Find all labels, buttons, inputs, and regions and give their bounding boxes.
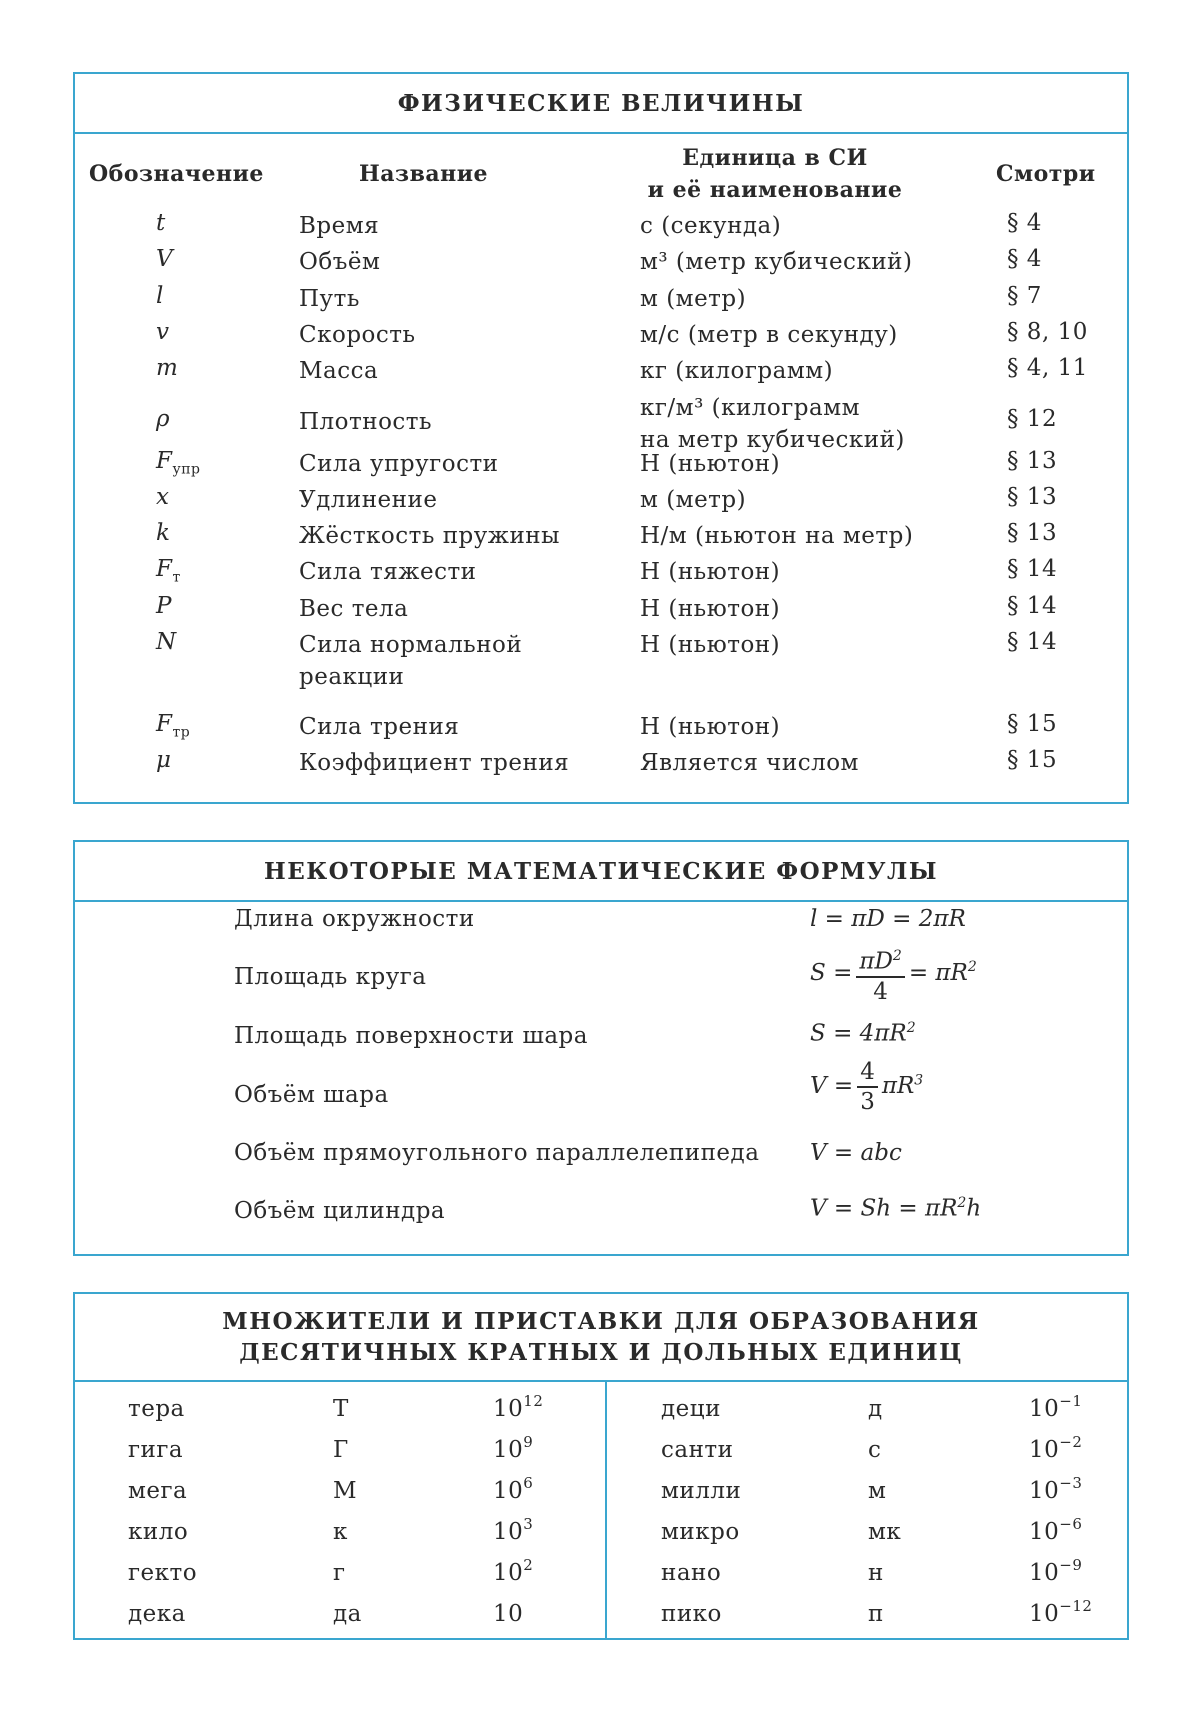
multiplier-exponent: −3 bbox=[1059, 1474, 1082, 1492]
prefix-name: милли bbox=[661, 1478, 741, 1504]
prefix-multiplier bbox=[493, 1437, 533, 1463]
row-name-line1: Удлинение bbox=[299, 484, 437, 516]
formula-circle-area: S = πD2 4 = πR2 bbox=[810, 942, 977, 1006]
row-name-line1: Сила тяжести bbox=[299, 556, 477, 588]
row-see: § 13 bbox=[1007, 484, 1057, 510]
prefix-multiplier bbox=[493, 1560, 533, 1586]
row-symbol bbox=[156, 593, 172, 619]
row-unit-line1: м/с (метр в секунду) bbox=[640, 319, 898, 351]
row-see: § 14 bbox=[1007, 556, 1057, 582]
row-see: § 14 bbox=[1007, 629, 1057, 655]
row-symbol bbox=[156, 355, 178, 381]
symbol-value: x bbox=[156, 484, 169, 510]
multiplier-base: 10 bbox=[1029, 1396, 1059, 1422]
prefix-abbr: д bbox=[868, 1396, 883, 1422]
prefix-abbr: г bbox=[333, 1560, 346, 1586]
row-see: § 14 bbox=[1007, 593, 1057, 619]
row-unit-line1: Н (ньютон) bbox=[640, 711, 780, 743]
row-name bbox=[299, 406, 432, 438]
formula-label: Объём шара bbox=[234, 1082, 389, 1108]
row-name bbox=[299, 355, 378, 387]
prefix-name: деци bbox=[661, 1396, 721, 1422]
symbol-value: F bbox=[156, 711, 172, 737]
row-unit bbox=[640, 747, 859, 779]
row-unit-line1: Н (ньютон) bbox=[640, 593, 780, 625]
row-see: § 7 bbox=[1007, 283, 1042, 309]
prefix-abbr: с bbox=[868, 1437, 881, 1463]
math-formulas-title: НЕКОТОРЫЕ МАТЕМАТИЧЕСКИЕ ФОРМУЛЫ bbox=[75, 842, 1127, 902]
multiplier-base: 10 bbox=[493, 1519, 523, 1545]
row-unit-line1: Н (ньютон) bbox=[640, 556, 780, 588]
row-unit-line1: м (метр) bbox=[640, 283, 746, 315]
prefix-name: дека bbox=[128, 1601, 186, 1627]
row-see: § 13 bbox=[1007, 448, 1057, 474]
symbol-value: P bbox=[156, 593, 172, 619]
row-name-line1: Время bbox=[299, 210, 379, 242]
row-symbol bbox=[156, 283, 164, 309]
formula-label: Объём цилиндра bbox=[234, 1198, 445, 1224]
row-name-line2: реакции bbox=[299, 661, 522, 693]
row-unit bbox=[640, 210, 781, 242]
row-name-line1: Вес тела bbox=[299, 593, 408, 625]
row-name bbox=[299, 283, 360, 315]
row-unit-line1: Является числом bbox=[640, 747, 859, 779]
formula-box-volume: V = abc bbox=[810, 1140, 902, 1166]
header-unit bbox=[645, 142, 905, 206]
row-name-line1: Жёсткость пружины bbox=[299, 520, 560, 552]
row-unit-line1: Н (ньютон) bbox=[640, 629, 780, 661]
prefix-abbr: к bbox=[333, 1519, 348, 1545]
multiplier-exponent: 3 bbox=[523, 1515, 533, 1533]
prefix-name: гига bbox=[128, 1437, 183, 1463]
row-name-line1: Сила нормальной bbox=[299, 629, 522, 661]
prefix-name: гекто bbox=[128, 1560, 197, 1586]
row-unit bbox=[640, 484, 746, 516]
symbol-value: F bbox=[156, 448, 172, 474]
row-name-line1: Сила упругости bbox=[299, 448, 499, 480]
physical-quantities-title: ФИЗИЧЕСКИЕ ВЕЛИЧИНЫ bbox=[75, 74, 1127, 134]
row-symbol bbox=[156, 406, 170, 432]
row-unit-line1: Н (ньютон) bbox=[640, 448, 780, 480]
row-name bbox=[299, 246, 380, 278]
multiplier-base: 10 bbox=[1029, 1560, 1059, 1586]
multiplier-base: 10 bbox=[1029, 1519, 1059, 1545]
row-name bbox=[299, 319, 416, 351]
row-symbol bbox=[156, 448, 201, 478]
prefix-abbr: н bbox=[868, 1560, 884, 1586]
symbol-value: t bbox=[156, 210, 166, 236]
row-name bbox=[299, 448, 499, 480]
prefix-multiplier bbox=[493, 1396, 543, 1422]
prefix-multiplier bbox=[493, 1478, 533, 1504]
row-unit-line1: кг/м³ (килограмм bbox=[640, 392, 905, 424]
column-divider bbox=[605, 1380, 607, 1638]
row-name-line1: Скорость bbox=[299, 319, 416, 351]
multiplier-base: 10 bbox=[493, 1396, 523, 1422]
prefixes-title bbox=[75, 1294, 1127, 1382]
row-unit bbox=[640, 319, 898, 351]
row-unit bbox=[640, 283, 746, 315]
formula-label: Площадь поверхности шара bbox=[234, 1023, 588, 1049]
row-unit-line1: кг (килограмм) bbox=[640, 355, 833, 387]
prefix-multiplier bbox=[1029, 1560, 1082, 1586]
prefix-name: кило bbox=[128, 1519, 188, 1545]
row-unit-line1: с (секунда) bbox=[640, 210, 781, 242]
prefix-multiplier bbox=[1029, 1396, 1082, 1422]
multiplier-base: 10 bbox=[493, 1437, 523, 1463]
prefix-multiplier bbox=[1029, 1519, 1082, 1545]
row-see: § 15 bbox=[1007, 711, 1057, 737]
row-unit-line1: м³ (метр кубический) bbox=[640, 246, 912, 278]
formula-cylinder-volume: V = Sh = πR2h bbox=[810, 1195, 981, 1222]
header-symbol: Обозначение bbox=[89, 161, 264, 187]
symbol-value: ρ bbox=[156, 406, 170, 432]
row-name bbox=[299, 484, 437, 516]
multiplier-exponent: −1 bbox=[1059, 1392, 1082, 1410]
multiplier-exponent: 6 bbox=[523, 1474, 533, 1492]
formula-label: Длина окружности bbox=[234, 906, 475, 932]
row-see: § 4 bbox=[1007, 246, 1042, 272]
row-symbol bbox=[156, 556, 181, 586]
multiplier-base: 10 bbox=[1029, 1437, 1059, 1463]
row-name bbox=[299, 556, 477, 588]
row-symbol bbox=[156, 747, 171, 773]
row-name bbox=[299, 747, 569, 779]
row-unit-line1: Н/м (ньютон на метр) bbox=[640, 520, 913, 552]
row-unit bbox=[640, 629, 780, 661]
symbol-subscript: упр bbox=[172, 462, 200, 478]
prefix-abbr: п bbox=[868, 1601, 884, 1627]
row-symbol bbox=[156, 484, 169, 510]
formula-sphere-volume: V = 4 3 πR3 bbox=[810, 1058, 923, 1116]
multiplier-exponent: −6 bbox=[1059, 1515, 1082, 1533]
prefix-multiplier bbox=[1029, 1478, 1082, 1504]
prefix-abbr: м bbox=[868, 1478, 886, 1504]
symbol-value: F bbox=[156, 556, 172, 582]
multiplier-base: 10 bbox=[493, 1560, 523, 1586]
symbol-value: l bbox=[156, 283, 164, 309]
row-see: § 4, 11 bbox=[1007, 355, 1088, 381]
multiplier-base: 10 bbox=[493, 1478, 523, 1504]
multiplier-exponent: −12 bbox=[1059, 1597, 1092, 1615]
row-name bbox=[299, 520, 560, 552]
row-unit-line1: м (метр) bbox=[640, 484, 746, 516]
prefixes-title-line1: МНОЖИТЕЛИ И ПРИСТАВКИ ДЛЯ ОБРАЗОВАНИЯ bbox=[222, 1306, 979, 1337]
prefix-abbr: Г bbox=[333, 1437, 349, 1463]
row-name bbox=[299, 711, 459, 743]
multiplier-base: 10 bbox=[493, 1601, 523, 1627]
row-see: § 13 bbox=[1007, 520, 1057, 546]
row-unit bbox=[640, 246, 912, 278]
symbol-value: v bbox=[156, 319, 170, 345]
multiplier-exponent: 2 bbox=[523, 1556, 533, 1574]
formula-label: Объём прямоугольного параллелепипеда bbox=[234, 1140, 759, 1166]
row-unit bbox=[640, 448, 780, 480]
row-name-line1: Плотность bbox=[299, 406, 432, 438]
row-name-line1: Коэффициент трения bbox=[299, 747, 569, 779]
prefix-name: тера bbox=[128, 1396, 185, 1422]
prefix-name: пико bbox=[661, 1601, 722, 1627]
symbol-value: m bbox=[156, 355, 178, 381]
row-unit bbox=[640, 520, 913, 552]
prefix-name: санти bbox=[661, 1437, 733, 1463]
row-see: § 8, 10 bbox=[1007, 319, 1088, 345]
row-symbol bbox=[156, 629, 177, 655]
symbol-value: k bbox=[156, 520, 170, 546]
row-unit bbox=[640, 355, 833, 387]
row-see: § 4 bbox=[1007, 210, 1042, 236]
prefix-name: микро bbox=[661, 1519, 740, 1545]
row-unit bbox=[640, 593, 780, 625]
row-name-line1: Объём bbox=[299, 246, 380, 278]
row-symbol bbox=[156, 711, 190, 741]
row-name-line1: Сила трения bbox=[299, 711, 459, 743]
prefixes-title-line2: ДЕСЯТИЧНЫХ КРАТНЫХ И ДОЛЬНЫХ ЕДИНИЦ bbox=[239, 1337, 963, 1368]
symbol-subscript: тр bbox=[172, 725, 190, 741]
row-name-line1: Масса bbox=[299, 355, 378, 387]
row-see: § 15 bbox=[1007, 747, 1057, 773]
row-name-line1: Путь bbox=[299, 283, 360, 315]
prefix-name: мега bbox=[128, 1478, 187, 1504]
prefix-multiplier bbox=[493, 1601, 523, 1627]
row-symbol bbox=[156, 246, 173, 272]
row-unit bbox=[640, 711, 780, 743]
row-name bbox=[299, 629, 522, 693]
prefix-multiplier bbox=[1029, 1437, 1082, 1463]
prefixes-table bbox=[73, 1292, 1129, 1640]
symbol-subscript: т bbox=[172, 570, 180, 586]
formula-circumference: l = πD = 2πR bbox=[810, 906, 966, 932]
formula-label: Площадь круга bbox=[234, 964, 427, 990]
multiplier-exponent: −9 bbox=[1059, 1556, 1082, 1574]
prefix-name: нано bbox=[661, 1560, 721, 1586]
prefix-abbr: М bbox=[333, 1478, 357, 1504]
symbol-value: V bbox=[156, 246, 173, 272]
prefix-abbr: Т bbox=[333, 1396, 349, 1422]
prefix-abbr: мк bbox=[868, 1519, 901, 1545]
row-unit-line2: на метр кубический) bbox=[640, 424, 905, 456]
header-see: Смотри bbox=[996, 161, 1096, 187]
prefix-multiplier bbox=[493, 1519, 533, 1545]
math-formulas-table bbox=[73, 840, 1129, 1256]
row-unit bbox=[640, 556, 780, 588]
prefix-abbr: да bbox=[333, 1601, 362, 1627]
formula-sphere-surface: S = 4πR2 bbox=[810, 1020, 916, 1047]
multiplier-exponent: −2 bbox=[1059, 1433, 1082, 1451]
row-symbol bbox=[156, 210, 166, 236]
multiplier-exponent: 12 bbox=[523, 1392, 543, 1410]
multiplier-base: 10 bbox=[1029, 1601, 1059, 1627]
header-name: Название bbox=[359, 161, 488, 187]
row-unit bbox=[640, 392, 905, 456]
row-name bbox=[299, 593, 408, 625]
row-symbol bbox=[156, 520, 170, 546]
symbol-value: N bbox=[156, 629, 177, 655]
multiplier-base: 10 bbox=[1029, 1478, 1059, 1504]
header-unit-line2: и её наименование bbox=[645, 174, 905, 206]
physical-quantities-table bbox=[73, 72, 1129, 804]
multiplier-exponent: 9 bbox=[523, 1433, 533, 1451]
prefix-multiplier bbox=[1029, 1601, 1092, 1627]
row-name bbox=[299, 210, 379, 242]
header-unit-line1: Единица в СИ bbox=[645, 142, 905, 174]
row-see: § 12 bbox=[1007, 406, 1057, 432]
row-symbol bbox=[156, 319, 170, 345]
symbol-value: μ bbox=[156, 747, 171, 773]
